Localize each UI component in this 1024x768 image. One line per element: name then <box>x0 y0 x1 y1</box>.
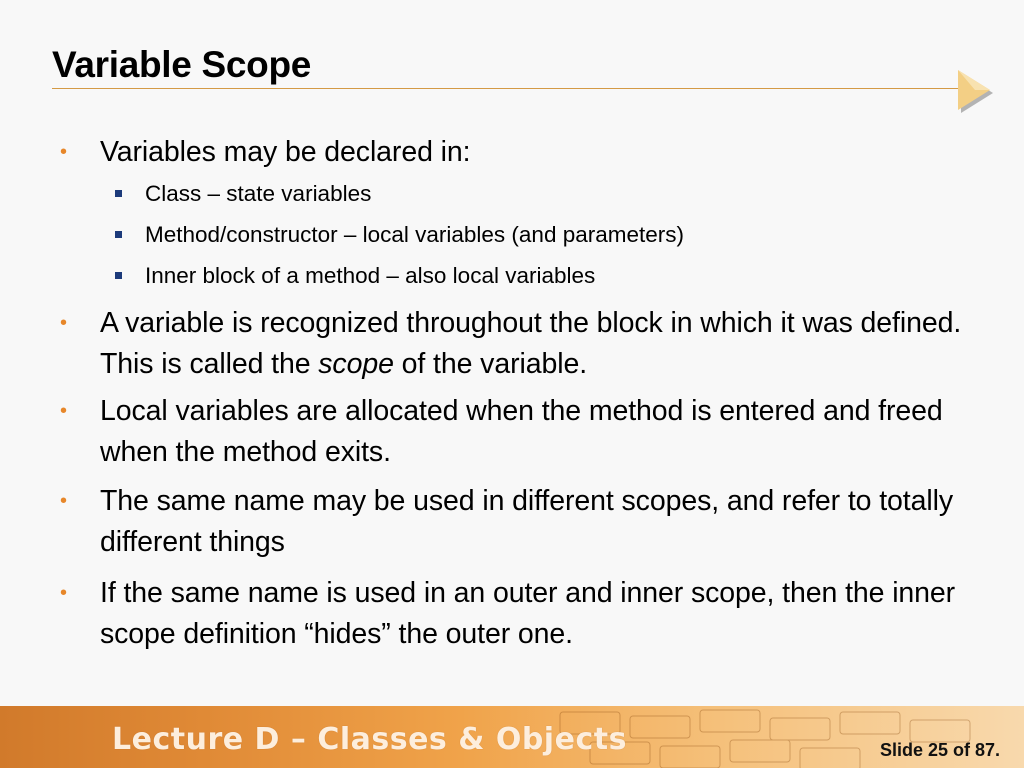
slide-title: Variable Scope <box>52 44 312 85</box>
sub-bullet-marker <box>115 190 122 197</box>
play-arrow-icon[interactable] <box>955 68 995 114</box>
bullet-text: If the same name is used in an outer and inner scope, then the inner scope definition “hides” the outer one. <box>100 577 956 650</box>
bullet-item <box>60 303 980 385</box>
sub-bullet-item <box>145 261 965 291</box>
bullet-marker: • <box>60 400 67 422</box>
bullet-text: Variables may be declared in: <box>100 136 471 168</box>
sub-bullet-text: Method/constructor – local variables (and parameters) <box>145 222 685 247</box>
bullet-text: Local variables are allocated when the method is entered and freed when the method exits. <box>100 395 943 468</box>
bullet-text: A variable is recognized throughout the block in which it was defined. This is called the <box>100 307 962 380</box>
sub-bullet-item <box>145 179 965 209</box>
sub-bullet-item <box>145 220 965 250</box>
bullet-marker: • <box>60 582 67 604</box>
lecture-title: Lecture D – Classes & Objects <box>112 722 627 757</box>
bullet-marker: • <box>60 312 67 334</box>
sub-bullet-marker <box>115 272 122 279</box>
slide-number: Slide 25 of 87. <box>879 740 1000 760</box>
bullet-marker: • <box>60 490 67 512</box>
bullet-text: The same name may be used in different scopes, and refer to totally different things <box>100 485 953 558</box>
bullet-emphasis: scope <box>318 348 394 380</box>
bullet-item <box>60 573 980 655</box>
sub-bullet-marker <box>115 231 122 238</box>
bullet-text-tail: of the variable. <box>393 348 588 380</box>
sub-bullet-text: Inner block of a method – also local variables <box>145 263 596 288</box>
bullet-item <box>60 132 980 173</box>
bullet-item <box>60 391 980 473</box>
bullet-item <box>60 481 980 563</box>
title-underline <box>52 88 964 89</box>
bullet-marker: • <box>60 141 67 163</box>
footer-banner <box>0 706 1024 768</box>
sub-bullet-text: Class – state variables <box>145 181 372 206</box>
